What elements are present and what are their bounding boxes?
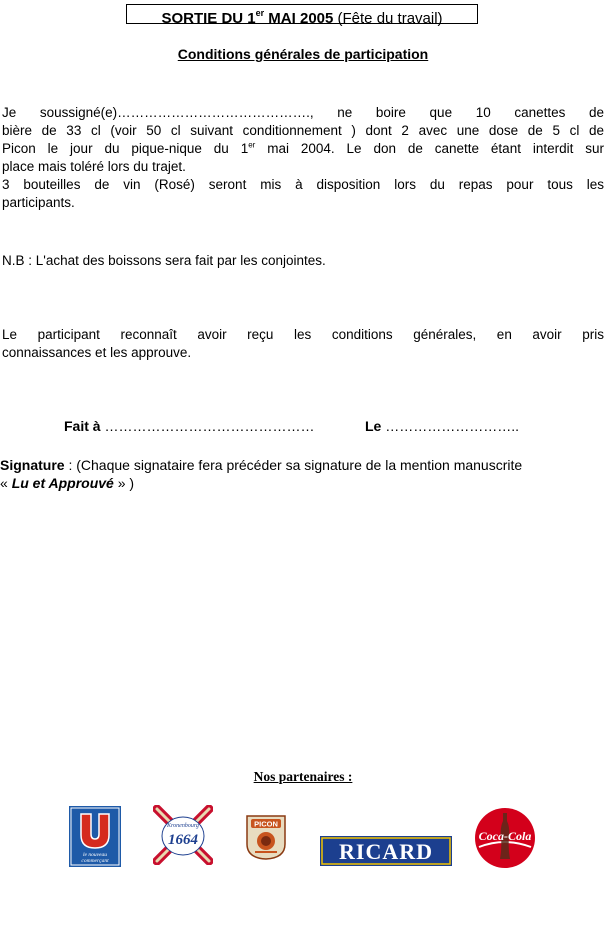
paragraph-line: Le participant reconnaît avoir reçu les conditions générales, en avoir pris (2, 327, 604, 342)
paragraph-text: Picon le jour du pique-nique du 1 (2, 141, 249, 156)
svg-text:le nouveau: le nouveau (83, 852, 107, 858)
date-dots: ……………………….. (381, 418, 520, 434)
paragraph-line (2, 140, 604, 158)
fait-a-dots: ……………………………………… (100, 418, 315, 434)
signature-mention: Lu et Approuvé (11, 475, 114, 491)
svg-text:RICARD: RICARD (339, 839, 433, 864)
title-date: MAI 2005 (264, 10, 334, 27)
conditions-paragraph (2, 104, 604, 212)
quote-close: » ) (113, 475, 135, 491)
acknowledgement-paragraph (2, 326, 604, 362)
ricard-logo-graphic (320, 836, 452, 866)
picon-logo (245, 814, 287, 860)
quote-open: « (0, 475, 12, 491)
fait-a-field (64, 418, 314, 434)
partners-heading: Nos partenaires : (253, 769, 353, 784)
paragraph-line: Je soussigné(e)……………………………………., ne boire que 10 canettes de (2, 105, 604, 120)
picon-logo-graphic (245, 814, 287, 860)
coca-cola-logo (474, 807, 536, 869)
signature-instruction (0, 456, 606, 492)
paragraph-line: 3 bouteilles de vin (Rosé) seront mis à disposition lors du repas pour tous les (2, 177, 604, 192)
signature-text: : (Chaque signataire fera précéder sa signature de la mention manuscrite (64, 457, 523, 473)
signature-label: Signature (0, 457, 65, 473)
coca-cola-logo-graphic (474, 807, 536, 869)
fait-a-label: Fait à (64, 418, 101, 434)
title-subtitle: (Fête du travail) (333, 10, 443, 27)
title-text: SORTIE DU 1 (161, 10, 256, 27)
ricard-logo (320, 836, 452, 866)
super-u-logo-graphic (69, 806, 121, 867)
svg-text:Coca-Cola: Coca-Cola (478, 829, 532, 843)
paragraph-line: connaissances et les approuve. (2, 345, 192, 360)
conditions-heading: Conditions générales de participation (177, 46, 429, 62)
paragraph-superscript: er (248, 140, 256, 150)
super-u-logo (69, 806, 121, 867)
kronenbourg-1664-logo (153, 805, 213, 865)
svg-text:Kronenbourg: Kronenbourg (167, 823, 199, 829)
svg-text:commerçant: commerçant (81, 858, 109, 864)
svg-text:1664: 1664 (168, 832, 198, 848)
date-label: Le (365, 418, 382, 434)
date-field (365, 418, 519, 434)
paragraph-line: participants. (2, 195, 75, 210)
paragraph-line: bière de 33 cl (voir 50 cl suivant conditionnement ) dont 2 avec une dose de 5 cl de (2, 123, 604, 138)
paragraph-text: mai 2004. Le don de canette étant interdit sur (255, 141, 604, 156)
nb-note: N.B : L'achat des boissons sera fait par les conjointes. (2, 253, 326, 268)
title-superscript: er (255, 8, 265, 18)
document-title (126, 4, 478, 27)
paragraph-line: place mais toléré lors du trajet. (2, 159, 186, 174)
svg-text:PICON: PICON (254, 819, 278, 829)
kronenbourg-1664-logo-graphic (153, 805, 213, 865)
